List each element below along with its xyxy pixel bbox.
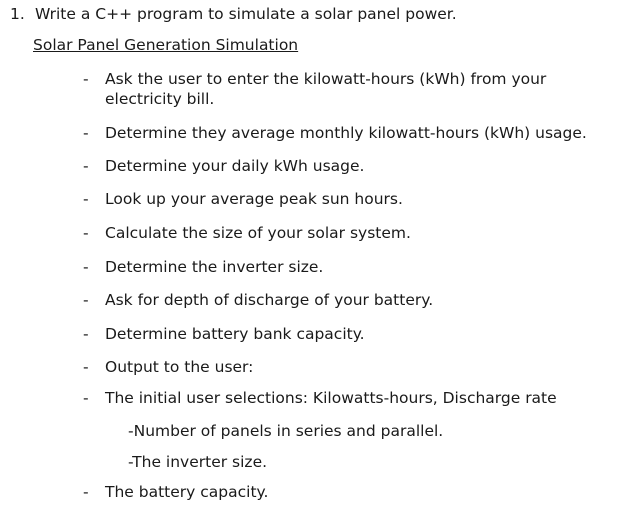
sub-list-item: -Number of panels in series and parallel. [128, 422, 444, 440]
bullet-marker: - [83, 325, 89, 343]
bullet-marker: - [83, 291, 89, 309]
list-item: Determine your daily kWh usage. [105, 157, 365, 175]
list-item: Determine battery bank capacity. [105, 325, 365, 343]
list-item: Calculate the size of your solar system. [105, 224, 411, 242]
bullet-marker: - [83, 483, 89, 501]
bullet-marker: - [83, 124, 89, 142]
list-item: Ask the user to enter the kilowatt-hours (kWh) from your electricity bill. [105, 70, 547, 108]
list-item: The battery capacity. [105, 483, 269, 501]
list-item: Look up your average peak sun hours. [105, 190, 403, 208]
bullet-marker: - [83, 258, 89, 276]
bullet-marker: - [83, 70, 89, 88]
bullet-marker: - [83, 224, 89, 242]
sub-list-item: -The inverter size. [128, 453, 268, 471]
bullet-marker: - [83, 389, 89, 407]
list-item: Determine the inverter size. [105, 258, 324, 276]
bullet-marker: - [83, 358, 89, 376]
question-number: 1. [10, 5, 25, 23]
bullet-marker: - [83, 190, 89, 208]
question-text: Write a C++ program to simulate a solar panel power. [35, 5, 457, 23]
list-item: Output to the user: [105, 358, 254, 376]
bullet-marker: - [83, 157, 89, 175]
list-item: Ask for depth of discharge of your battery. [105, 291, 434, 309]
section-title: Solar Panel Generation Simulation [33, 36, 299, 54]
list-item: Determine they average monthly kilowatt-hours (kWh) usage. [105, 124, 587, 142]
list-item: The initial user selections: Kilowatts-hours, Discharge rate [105, 389, 557, 407]
